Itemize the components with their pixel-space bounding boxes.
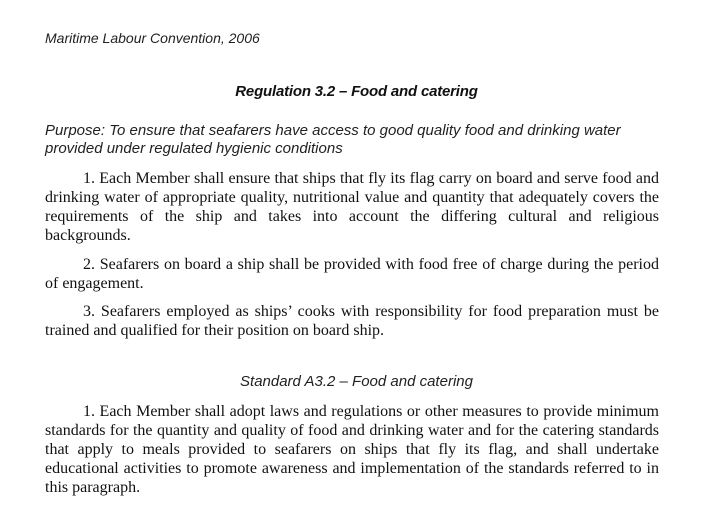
regulation-title: Regulation 3.2 – Food and catering bbox=[235, 83, 478, 100]
regulation-paragraph-3: 3. Seafarers employed as ships’ cooks with responsibility for food preparation must be trained and qualified for their position on board ship. bbox=[45, 303, 659, 339]
regulation-purpose: Purpose: To ensure that seafarers have access to good quality food and drinking water provided under regulated hygienic conditions bbox=[45, 122, 621, 157]
running-head: Maritime Labour Convention, 2006 bbox=[45, 30, 260, 46]
regulation-paragraph-2: 2. Seafarers on board a ship shall be provided with food free of charge during the period of engagement. bbox=[45, 256, 659, 292]
standard-paragraph-1: 1. Each Member shall adopt laws and regulations or other measures to provide minimum standards for the quantity and quality of food and drinking water and for the catering standards that apply to meals provided to seafarers on ships that fly its flag, and shall undertake educational activities to promote awareness and implementation of the standards referred to in this paragraph. bbox=[45, 403, 659, 496]
standard-title: Standard A3.2 – Food and catering bbox=[240, 373, 473, 390]
regulation-paragraph-1: 1. Each Member shall ensure that ships that fly its flag carry on board and serve food and drinking water of appropriate quality, nutritional value and quantity that adequately covers the requirements of the ship and takes into account the differing cultural and religious backgrounds. bbox=[45, 170, 659, 244]
